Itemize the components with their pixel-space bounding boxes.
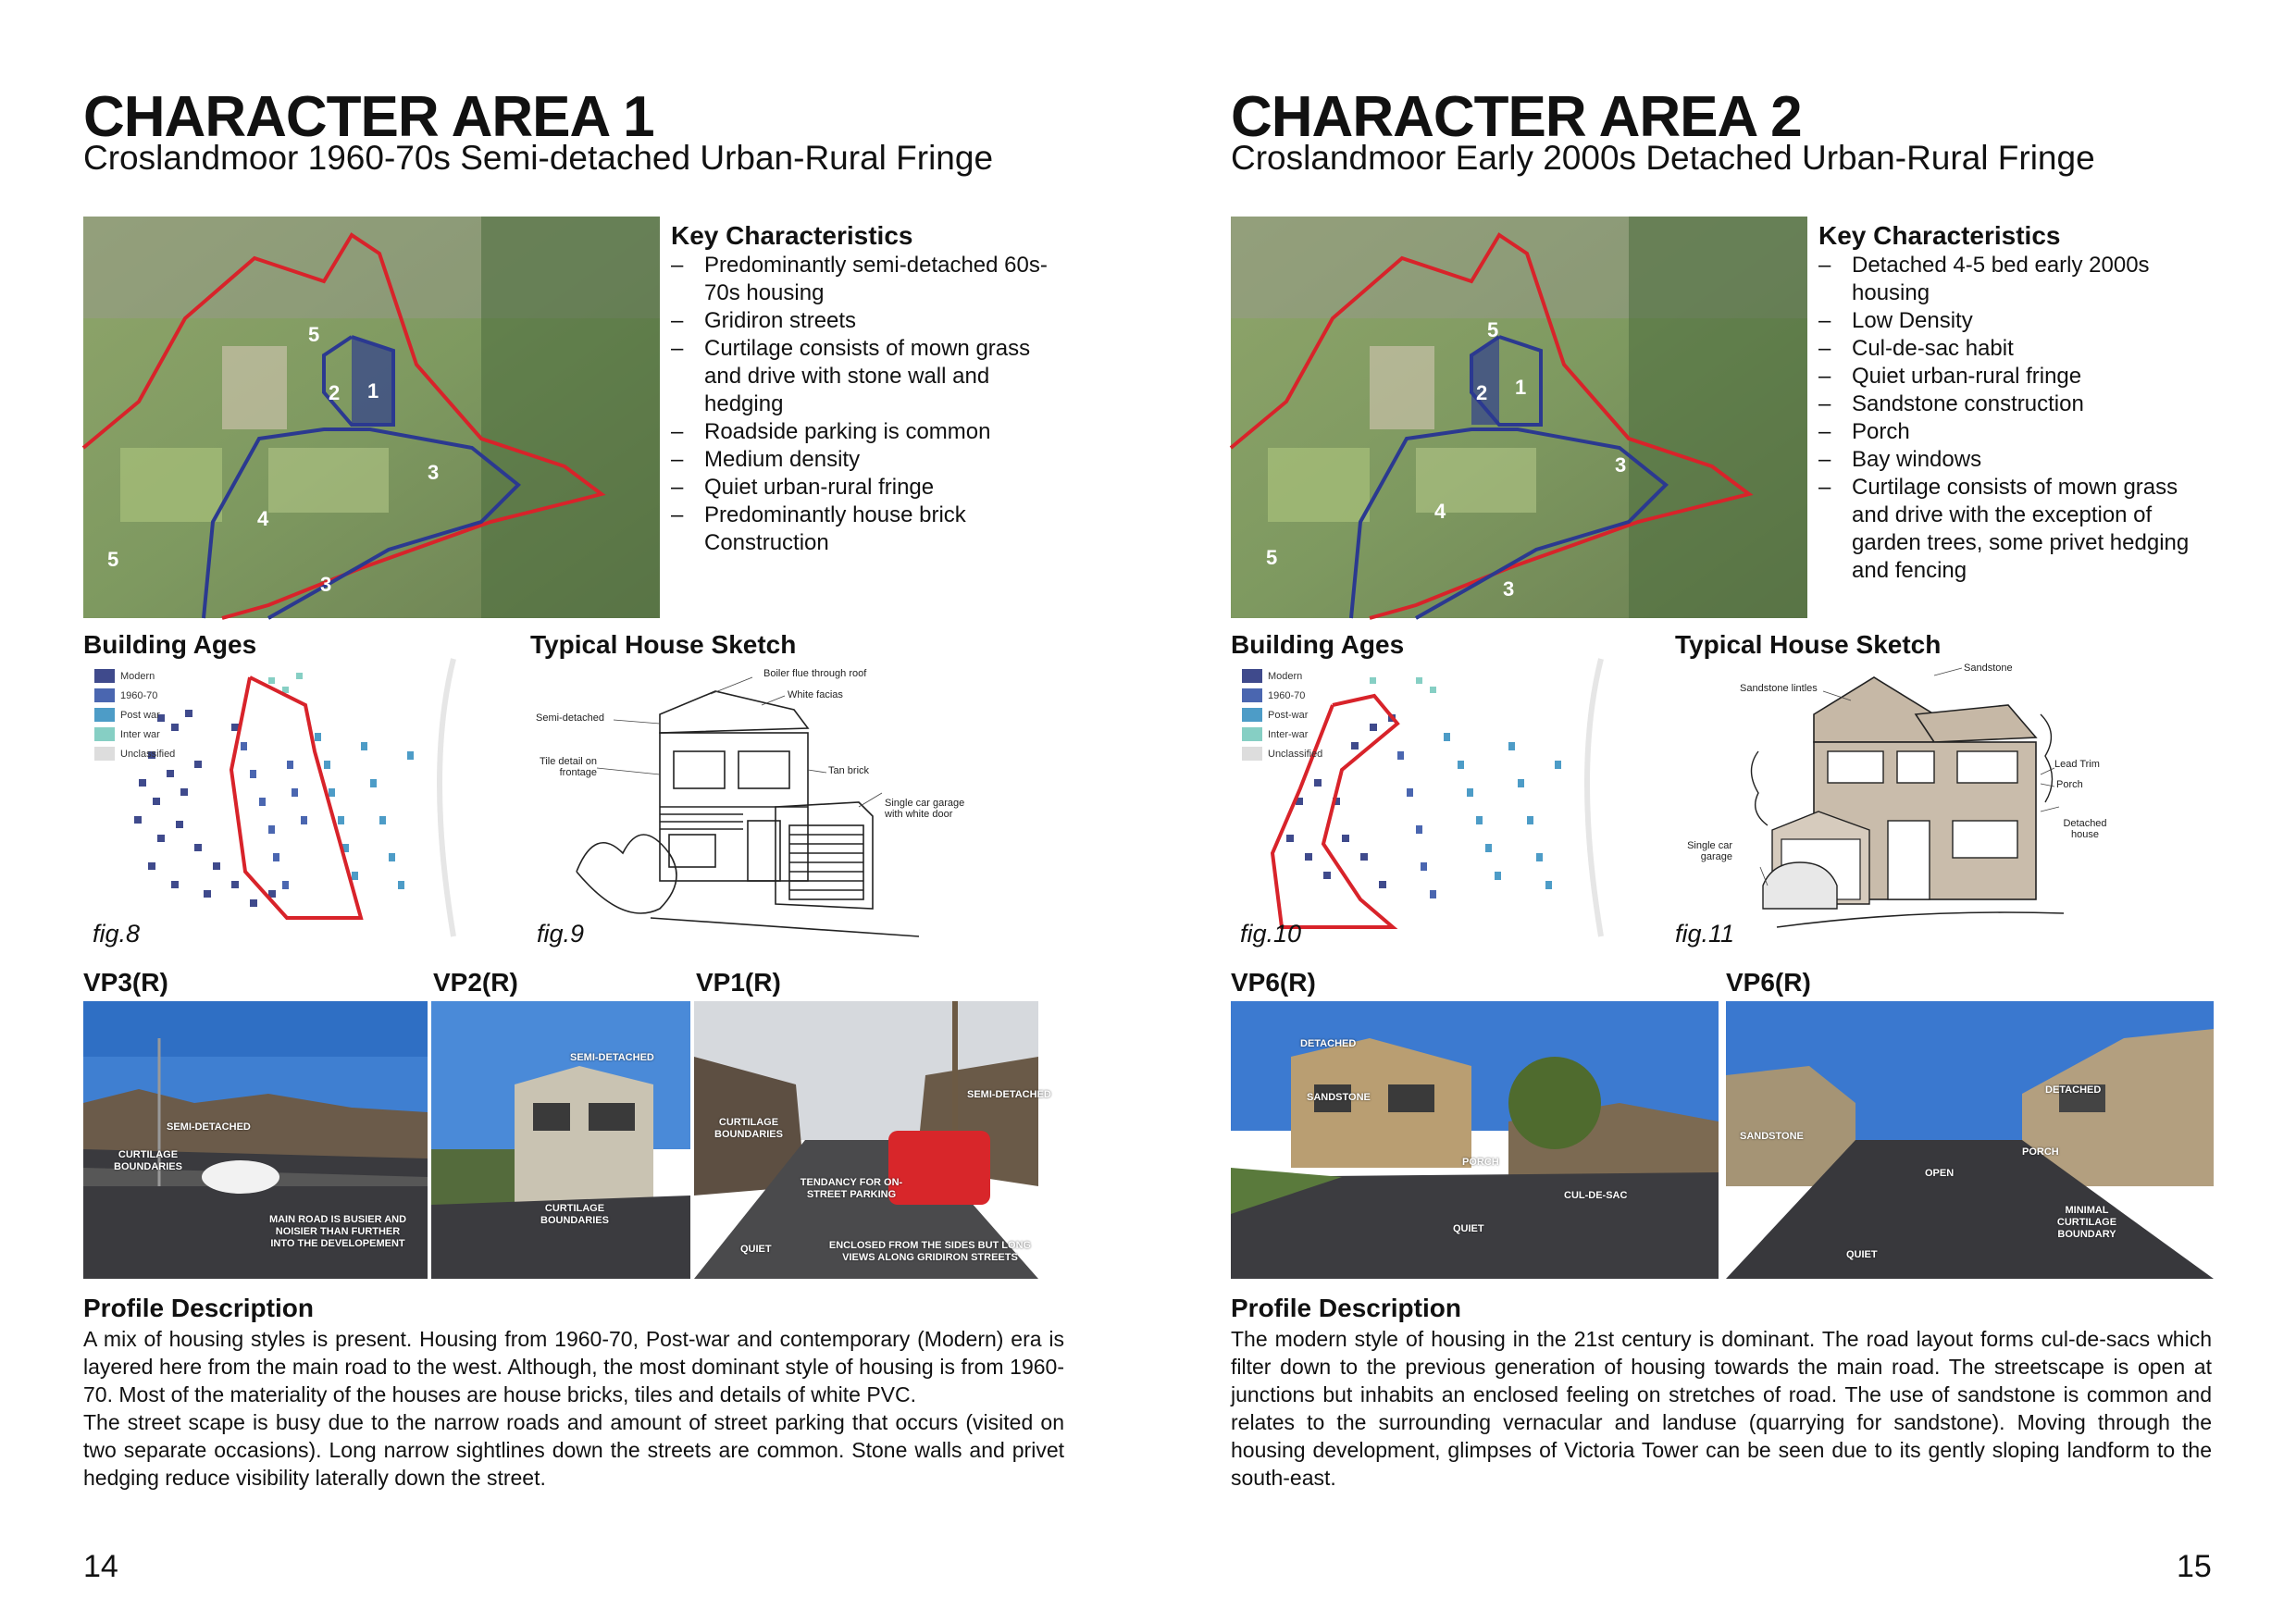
profile-description-heading: Profile Description [83, 1294, 314, 1322]
list-item: – Quiet urban-rural fringe [1818, 363, 2207, 390]
map-label: 1 [1515, 376, 1527, 399]
list-item: – Medium density [671, 446, 1060, 474]
sketch-callout: Porch [2056, 779, 2083, 790]
legend-item [1242, 744, 1322, 763]
sketch-callout: Single car garage [1687, 840, 1732, 862]
profile-paragraph: The modern style of housing in the 21st century is dominant. The road layout forms cul-de-sacs which filter down to the previous generation of housing towards the main road. The streetscape is open at junctions but inhabits an enclosed feeling on stretches of road. The use of sandstone is common and relates to the surrounding vernacular and landuse (quarrying for sandstone). Moving through the housing development, glimpses of Victoria Tower can be seen due to its gently sloping landform to the south-east. [1231, 1327, 2212, 1490]
map-label: 3 [428, 461, 440, 484]
photo-tag: SEMI-DETACHED [570, 1052, 654, 1063]
list-item: – Low Density [1818, 307, 2207, 335]
map-label: 3 [1503, 577, 1515, 601]
sketch-callout: Detached house [2063, 818, 2107, 840]
photo-tag: DETACHED [2045, 1084, 2102, 1096]
list-item: – Curtilage consists of mown grass and drive with the exception of garden trees, some privet hedging and fencing [1818, 474, 2207, 585]
house-sketch-heading: Typical House Sketch [530, 630, 797, 659]
legend-item [94, 686, 175, 705]
sketch-callout: Sandstone [1964, 663, 2013, 674]
figure-caption: fig.11 [1675, 920, 1735, 948]
list-item: – Detached 4-5 bed early 2000s housing [1818, 252, 2207, 307]
house-sketch [530, 659, 965, 936]
building-ages-map [1231, 659, 1638, 936]
photo-heading: VP6(R) [1231, 968, 1316, 997]
sketch-callout: Single car garage with white door [885, 798, 965, 820]
legend-label: Inter-war [1268, 728, 1309, 740]
legend-label: Modern [120, 670, 155, 682]
photo-tag: CURTILAGE BOUNDARIES [714, 1117, 783, 1140]
page-number: 15 [2177, 1549, 2212, 1584]
figure-caption: fig.9 [537, 920, 585, 948]
building-ages-heading: Building Ages [83, 630, 257, 659]
house-sketch [1675, 659, 2110, 936]
key-characteristics-list [1818, 252, 2207, 585]
map-label: 2 [1476, 381, 1488, 404]
legend-swatch [1242, 747, 1262, 761]
legend-label: Post-war [1268, 709, 1309, 721]
legend-swatch [1242, 688, 1262, 702]
photo-tag: SANDSTONE [1307, 1092, 1371, 1103]
photo-tag: CURTILAGE BOUNDARIES [114, 1149, 182, 1172]
photo-heading: VP2(R) [433, 968, 518, 997]
photo-tag: ENCLOSED FROM THE SIDES BUT LONG VIEWS ALONG GRIDIRON STREETS [828, 1240, 1032, 1263]
photo-tag: PORCH [1462, 1157, 1499, 1168]
map-label: 3 [1615, 453, 1627, 477]
list-item: – Quiet urban-rural fringe [671, 474, 1060, 502]
photo-heading: VP1(R) [696, 968, 781, 997]
page-title: CHARACTER AREA 1 [83, 85, 654, 149]
legend-label: Modern [1268, 670, 1303, 682]
page-subtitle: Croslandmoor Early 2000s Detached Urban-Rural Fringe [1231, 139, 2095, 177]
photo-tag: SEMI-DETACHED [167, 1121, 251, 1133]
legend-label: Unclassified [1268, 748, 1323, 760]
photo-tag: QUIET [1453, 1223, 1484, 1234]
photo-tag: CURTILAGE BOUNDARIES [540, 1203, 609, 1226]
page-title: CHARACTER AREA 2 [1231, 85, 1802, 149]
building-ages-map [83, 659, 490, 936]
photo-tag: SEMI-DETACHED [967, 1089, 1051, 1100]
map-label: 2 [329, 381, 341, 404]
sketch-callout: Tile detail on frontage [540, 756, 597, 778]
photo-tag: SANDSTONE [1740, 1131, 1804, 1142]
list-item: – Bay windows [1818, 446, 2207, 474]
key-characteristics-heading: Key Characteristics [1818, 221, 2061, 250]
street-photo-vp2 [431, 1001, 690, 1279]
profile-description [83, 1325, 1064, 1492]
figure-caption: fig.8 [93, 920, 141, 948]
legend-label: Unclassified [120, 748, 176, 760]
sketch-callout: Boiler flue through roof [763, 668, 867, 679]
photo-tag: MAIN ROAD IS BUSIER AND NOISIER THAN FURTHER INTO THE DEVELOPEMENT [268, 1214, 407, 1249]
sketch-callout: Sandstone lintles [1740, 683, 1818, 694]
map-label: 4 [1434, 500, 1446, 523]
legend-item [1242, 725, 1322, 744]
photo-tag: QUIET [740, 1244, 772, 1255]
map-label: 1 [367, 379, 379, 403]
profile-description [1231, 1325, 2212, 1492]
photo-tag: OPEN [1925, 1168, 1955, 1179]
list-item: – Cul-de-sac habit [1818, 335, 2207, 363]
legend-swatch [94, 688, 115, 702]
legend-item [1242, 686, 1322, 705]
list-item: – Gridiron streets [671, 307, 1060, 335]
building-ages-legend [94, 666, 175, 763]
photo-heading: VP6(R) [1726, 968, 1811, 997]
character-area-map [1231, 217, 1807, 618]
house-sketch-heading: Typical House Sketch [1675, 630, 1942, 659]
street-photo-vp1 [694, 1001, 1051, 1279]
legend-swatch [94, 747, 115, 761]
list-item: – Sandstone construction [1818, 390, 2207, 418]
sketch-callout: Semi-detached [536, 712, 604, 724]
photo-tag: TENDANCY FOR ON-STREET PARKING [800, 1177, 903, 1200]
list-item: – Porch [1818, 418, 2207, 446]
legend-swatch [94, 708, 115, 722]
key-characteristics [671, 220, 1060, 557]
map-label: 4 [257, 507, 269, 530]
photo-heading: VP3(R) [83, 968, 168, 997]
key-characteristics-list [671, 252, 1060, 557]
legend-item [94, 744, 175, 763]
list-item: – Curtilage consists of mown grass and drive with stone wall and hedging [671, 335, 1060, 418]
legend-label: Post war [120, 709, 160, 721]
profile-paragraph: A mix of housing styles is present. Housing from 1960-70, Post-war and contemporary (Modern) era is layered here from the main road to the west. Although, the most dominant style of housing is from 1960-70. Most of the materiality of the houses are house bricks, tiles and details of white PVC. [83, 1327, 1064, 1406]
building-ages-heading: Building Ages [1231, 630, 1405, 659]
sketch-callout: Lead Trim [2054, 759, 2100, 770]
photo-tag: DETACHED [1300, 1038, 1357, 1049]
figure-caption: fig.10 [1240, 920, 1302, 948]
legend-swatch [1242, 669, 1262, 683]
photo-tag: QUIET [1846, 1249, 1878, 1260]
legend-item [1242, 666, 1322, 686]
legend-item [94, 705, 175, 725]
page-subtitle: Croslandmoor 1960-70s Semi-detached Urban-Rural Fringe [83, 139, 994, 177]
character-area-map [83, 217, 660, 618]
map-label: 5 [1266, 546, 1278, 569]
map-label: 5 [107, 548, 119, 571]
legend-swatch [1242, 727, 1262, 741]
legend-swatch [94, 669, 115, 683]
legend-item [94, 725, 175, 744]
legend-item [1242, 705, 1322, 725]
list-item: – Predominantly house brick Construction [671, 502, 1060, 557]
sketch-callout: White facias [788, 689, 843, 700]
map-label: 5 [308, 323, 320, 346]
profile-paragraph: The street scape is busy due to the narrow roads and amount of street parking that occurs (visited on two separate occasions). Long narrow sightlines down the streets are common. Stone walls and privet hedging reduce visibility laterally down the street. [83, 1410, 1064, 1490]
legend-label: Inter war [120, 728, 160, 740]
list-item: – Roadside parking is common [671, 418, 1060, 446]
street-photo-vp6-a [1231, 1001, 1719, 1279]
page-number: 14 [83, 1549, 118, 1584]
photo-tag: CUL-DE-SAC [1564, 1190, 1628, 1201]
legend-swatch [1242, 708, 1262, 722]
sketch-callout: Tan brick [828, 765, 870, 776]
street-photo-vp3 [83, 1001, 428, 1279]
page-right [1148, 0, 2296, 1623]
list-item: – Predominantly semi-detached 60s-70s housing [671, 252, 1060, 307]
photo-tag: MINIMAL CURTILAGE BOUNDARY [2056, 1205, 2117, 1240]
legend-item [94, 666, 175, 686]
map-label: 3 [320, 573, 332, 596]
map-label: 5 [1487, 318, 1499, 341]
legend-label: 1960-70 [120, 689, 158, 701]
photo-tag: PORCH [2022, 1146, 2059, 1158]
legend-swatch [94, 727, 115, 741]
street-photo-vp6-b [1726, 1001, 2214, 1279]
building-ages-legend [1242, 666, 1322, 763]
key-characteristics-heading: Key Characteristics [671, 221, 913, 250]
legend-label: 1960-70 [1268, 689, 1306, 701]
profile-description-heading: Profile Description [1231, 1294, 1461, 1322]
key-characteristics [1818, 220, 2207, 585]
